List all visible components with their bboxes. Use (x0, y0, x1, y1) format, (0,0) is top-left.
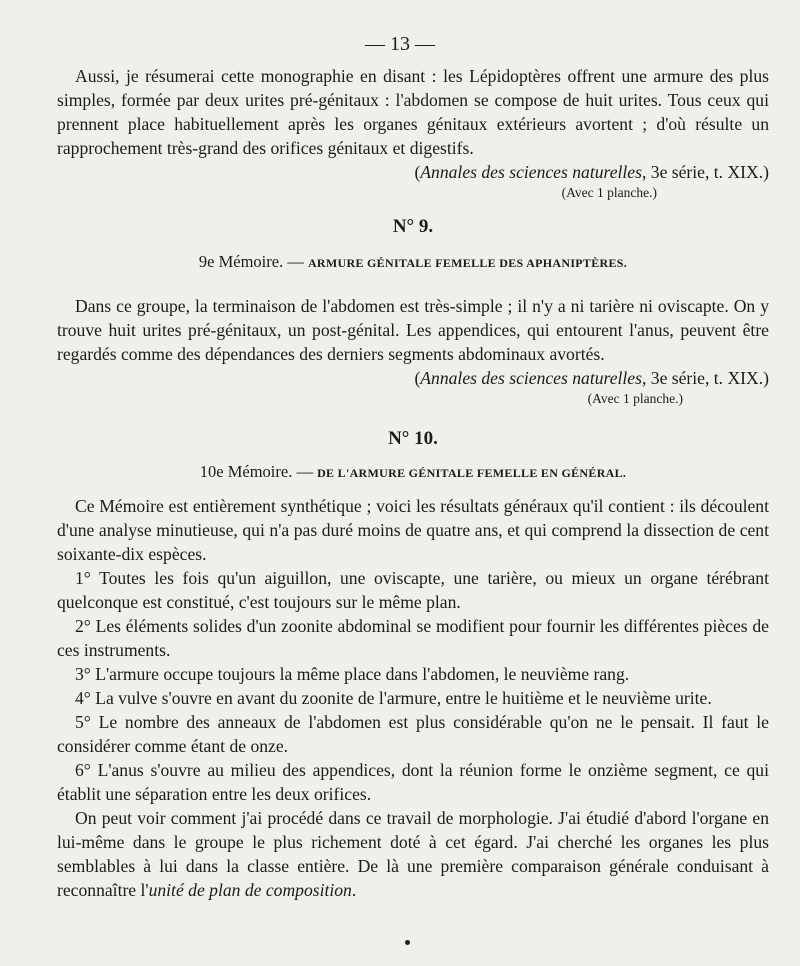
citation (57, 366, 769, 390)
paragraph-text: Aussi, je résumerai cette monographie en disant : les Lépidoptères offrent une armure des plus simples, formée par deux urites pré-génitaux : l'abdomen se compose de huit urites. Tous ceux qui prennent place habituellement après les organes génitaux extérieurs avortent ; d'où résulte un rapprochement très-grand des orifices génitaux et digestifs. (57, 66, 769, 158)
citation-details: , 3e série, t. XIX.) (641, 162, 769, 182)
memoir-title: DE L'ARMURE GÉNITALE FEMELLE EN GÉNÉRAL. (317, 466, 627, 480)
memoir-heading (57, 252, 769, 272)
paragraph-text: On peut voir comment j'ai procédé dans ce travail de morphologie. J'ai étudié d'abord l'organe en lui-même dans le groupe le plus richement doté à cet égard. J'ai cherché les organes les plus semblables à lui dans la classe entière. De là une première comparaison générale conduisant à reconnaître l' (57, 808, 769, 900)
list-item (57, 710, 769, 758)
lepidoptera-summary (57, 64, 769, 202)
page-mark (405, 940, 410, 945)
paragraph-text: Ce Mémoire est entièrement synthétique ; voici les résultats généraux qu'il contient : ils découlent d'une analyse minutieuse, qui n'a pas duré moins de quatre ans, et qui comprend la dissection de cent soixante-dix espèces. (57, 496, 769, 564)
memoir-label: 10e Mémoire. — (199, 462, 313, 481)
citation (57, 160, 769, 184)
memoir-title: ARMURE GÉNITALE FEMELLE DES APHANIPTÈRES. (307, 256, 628, 270)
list-item (57, 566, 769, 614)
plates-note: (Avec 1 planche.) (561, 185, 657, 200)
section-number: N° 9. (392, 216, 434, 237)
citation-journal: Annales des sciences naturelles (420, 368, 642, 388)
memoir-label: 9e Mémoire. — (198, 252, 304, 271)
paragraph (57, 494, 769, 566)
paragraph-end: . (351, 880, 357, 900)
memoir-heading (57, 462, 769, 482)
list-item (57, 662, 769, 686)
section-number: N° 10. (388, 428, 438, 449)
list-item-text: 2° Les éléments solides d'un zoonite abdominal se modifient pour fournir les différentes pièces de ces instruments. (57, 616, 769, 660)
page-number: — 13 — (365, 33, 435, 55)
list-item-text: 6° L'anus s'ouvre au milieu des appendices, dont la réunion forme le onzième segment, ce qui établit une séparation entre les deux orifices. (57, 760, 769, 804)
list-item-text: 1° Toutes les fois qu'un aiguillon, une oviscapte, une tarière, ou mieux un organe térébrant quelconque est constitué, c'est toujours sur le même plan. (57, 568, 769, 612)
citation-details: , 3e série, t. XIX.) (641, 368, 769, 388)
citation-journal: Annales des sciences naturelles (420, 162, 642, 182)
emphasis-text: unité de plan de composition (148, 880, 352, 900)
list-item (57, 686, 769, 710)
citation-open: ( (414, 368, 421, 388)
section-10 (57, 428, 769, 902)
citation-open: ( (414, 162, 421, 182)
plates-note: (Avec 1 planche.) (587, 391, 683, 406)
list-item (57, 614, 769, 662)
list-item-text: 3° L'armure occupe toujours la même place dans l'abdomen, le neuvième rang. (75, 664, 630, 684)
section-9 (57, 216, 769, 408)
paragraph (57, 806, 769, 902)
list-item-text: 4° La vulve s'ouvre en avant du zoonite de l'armure, entre le huitième et le neuvième urite. (75, 688, 712, 708)
paragraph (57, 64, 769, 160)
paragraph-text: Dans ce groupe, la terminaison de l'abdomen est très-simple ; il n'y a ni tarière ni oviscapte. On y trouve huit urites pré-génitaux, un post-génital. Les appendices, qui entourent l'anus, peuvent être regardés comme des dépendances des derniers segments abdominaux avortés. (57, 296, 769, 364)
list-item-text: 5° Le nombre des anneaux de l'abdomen est plus considérable qu'on ne le pensait. Il faut le considérer comme étant de onze. (57, 712, 769, 756)
list-item (57, 758, 769, 806)
paragraph (57, 294, 769, 366)
